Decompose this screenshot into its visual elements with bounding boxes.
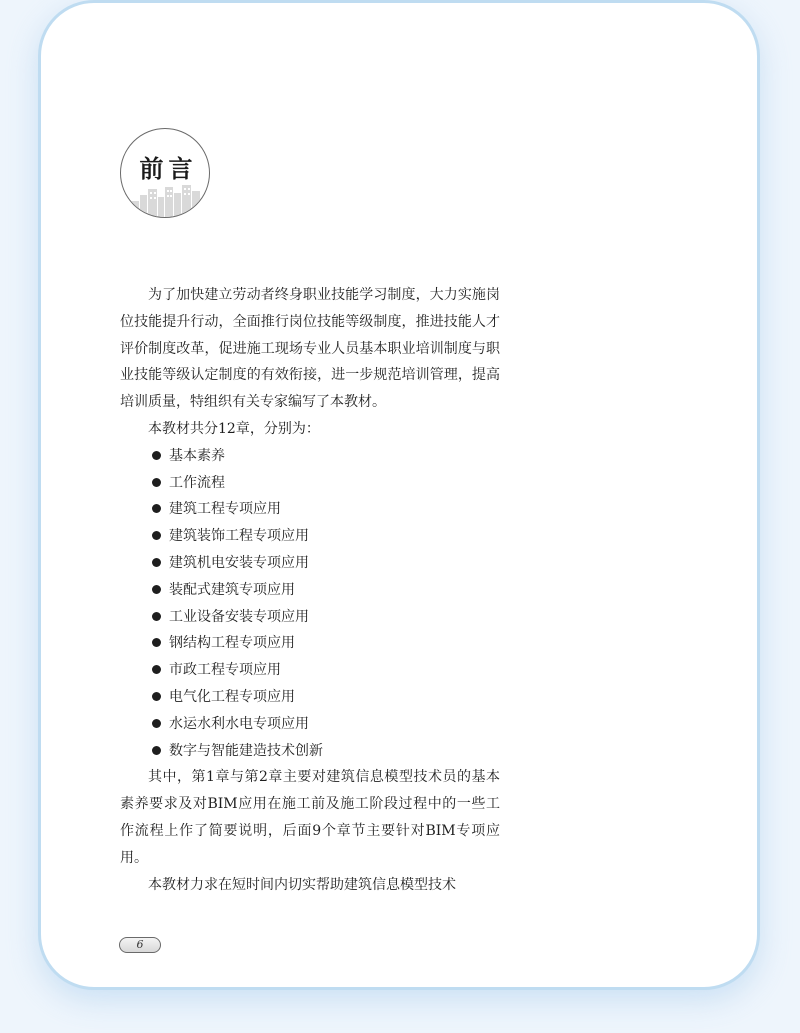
list-item: 市政工程专项应用	[150, 657, 500, 684]
closing-paragraph: 本教材力求在短时间内切实帮助建筑信息模型技术	[148, 876, 456, 893]
page-number: 6	[119, 937, 161, 953]
bullet-icon	[152, 531, 161, 540]
heading-badge	[120, 128, 210, 218]
summary-paragraph: 其中，第1章与第2章主要对建筑信息模型技术员的基本素养要求及对BIM应用在施工前及施工阶段过程中的一些工作流程上作了简要说明，后面9个章节主要针对BIM专项应用。	[120, 769, 500, 866]
bullet-icon	[152, 558, 161, 567]
chapter-list	[120, 443, 500, 765]
list-item: 水运水利水电专项应用	[150, 711, 500, 738]
bullet-icon	[152, 638, 161, 647]
bullet-icon	[152, 585, 161, 594]
bullet-icon	[152, 451, 161, 460]
bullet-icon	[152, 612, 161, 621]
page-title: 前言	[139, 155, 198, 183]
body-text	[120, 282, 500, 898]
list-item: 基本素养	[150, 443, 500, 470]
list-item: 建筑装饰工程专项应用	[150, 523, 500, 550]
list-item: 建筑工程专项应用	[150, 496, 500, 523]
list-item: 工作流程	[150, 470, 500, 497]
list-item: 建筑机电安装专项应用	[150, 550, 500, 577]
intro-paragraph: 为了加快建立劳动者终身职业技能学习制度，大力实施岗位技能提升行动，全面推行岗位技能等级制度，推进技能人才评价制度改革，促进施工现场专业人员基本职业培训制度与职业技能等级认定制度的有效衔接，进一步规范培训管理，提高培训质量，特组织有关专家编写了本教材。	[120, 287, 500, 411]
list-item: 装配式建筑专项应用	[150, 577, 500, 604]
chapters-intro: 本教材共分12章，分别为：	[148, 420, 320, 437]
list-item: 工业设备安装专项应用	[150, 604, 500, 631]
bullet-icon	[152, 692, 161, 701]
bullet-icon	[152, 719, 161, 728]
bullet-icon	[152, 746, 161, 755]
bullet-icon	[152, 478, 161, 487]
list-item: 钢结构工程专项应用	[150, 630, 500, 657]
bullet-icon	[152, 665, 161, 674]
list-item: 电气化工程专项应用	[150, 684, 500, 711]
bullet-icon	[152, 504, 161, 513]
list-item: 数字与智能建造技术创新	[150, 738, 500, 765]
